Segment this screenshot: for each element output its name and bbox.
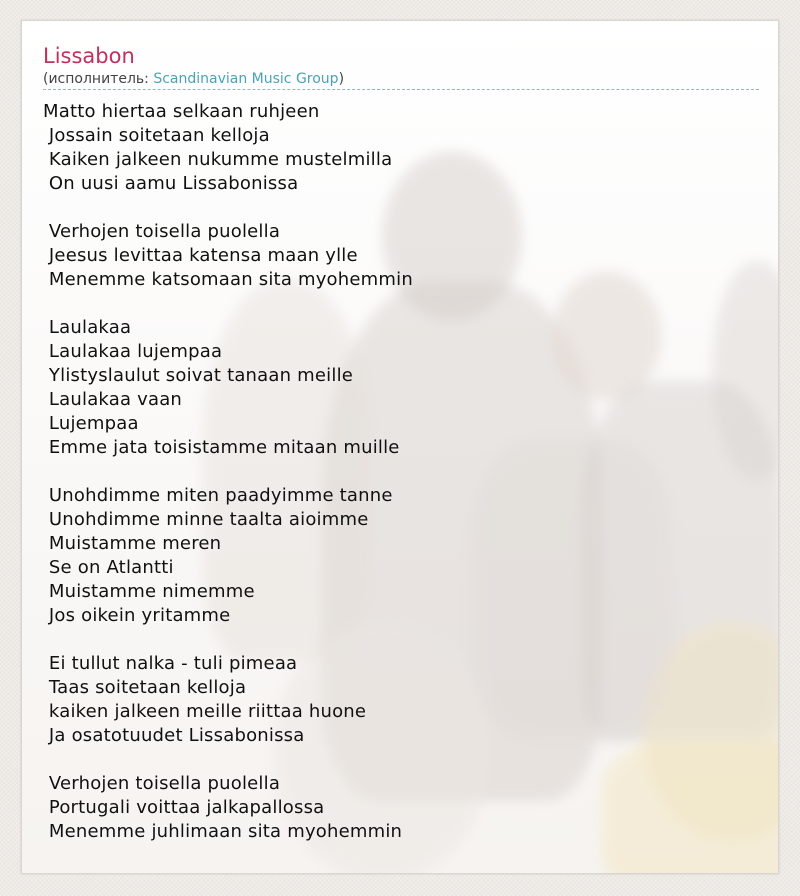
song-title: Lissabon bbox=[43, 44, 135, 68]
lyric-line: Muistamme meren bbox=[43, 533, 222, 554]
lyric-line: Menemme juhlimaan sita myohemmin bbox=[43, 821, 403, 842]
lyric-line: kaiken jalkeen meille riittaa huone bbox=[43, 701, 367, 722]
lyric-line: Unohdimme minne taalta aioimme bbox=[43, 509, 369, 530]
lyric-line: Verhojen toisella puolella bbox=[43, 221, 281, 242]
lyrics-text bbox=[43, 100, 763, 844]
lyric-line: Laulakaa bbox=[43, 317, 132, 338]
lyric-line: Taas soitetaan kelloja bbox=[43, 677, 247, 698]
lyrics-card bbox=[21, 20, 779, 874]
lyric-line: Menemme katsomaan sita myohemmin bbox=[43, 269, 413, 290]
lyric-line: Unohdimme miten paadyimme tanne bbox=[43, 485, 393, 506]
artist-link[interactable]: Scandinavian Music Group bbox=[153, 71, 339, 87]
stanza-gap bbox=[43, 460, 763, 484]
lyric-line: Lujempaa bbox=[43, 413, 139, 434]
lyric-line: Jeesus levittaa katensa maan ylle bbox=[43, 245, 358, 266]
lyric-line: Jos oikein yritamme bbox=[43, 605, 231, 626]
artist-suffix: ) bbox=[338, 71, 345, 87]
stanza-gap bbox=[43, 628, 763, 652]
lyric-line: Ylistyslaulut soivat tanaan meille bbox=[43, 365, 354, 386]
artist-prefix: (исполнитель: bbox=[43, 71, 154, 87]
lyric-line: Verhojen toisella puolella bbox=[43, 773, 281, 794]
artist-line bbox=[43, 70, 759, 90]
lyric-line: Laulakaa lujempaa bbox=[43, 341, 223, 362]
lyric-line: Se on Atlantti bbox=[43, 557, 174, 578]
lyric-line: Kaiken jalkeen nukumme mustelmilla bbox=[43, 149, 393, 170]
lyric-line: Laulakaa vaan bbox=[43, 389, 183, 410]
lyric-line: Jossain soitetaan kelloja bbox=[43, 125, 270, 146]
lyric-line: On uusi aamu Lissabonissa bbox=[43, 173, 299, 194]
lyric-line: Matto hiertaa selkaan ruhjeen bbox=[43, 101, 320, 122]
stanza-gap bbox=[43, 292, 763, 316]
stanza-gap bbox=[43, 196, 763, 220]
stanza-gap bbox=[43, 748, 763, 772]
lyric-line: Ja osatotuudet Lissabonissa bbox=[43, 725, 305, 746]
lyric-line: Muistamme nimemme bbox=[43, 581, 255, 602]
lyric-line: Portugali voittaa jalkapallossa bbox=[43, 797, 325, 818]
lyric-line: Emme jata toisistamme mitaan muille bbox=[43, 437, 400, 458]
lyric-line: Ei tullut nalka - tuli pimeaa bbox=[43, 653, 298, 674]
